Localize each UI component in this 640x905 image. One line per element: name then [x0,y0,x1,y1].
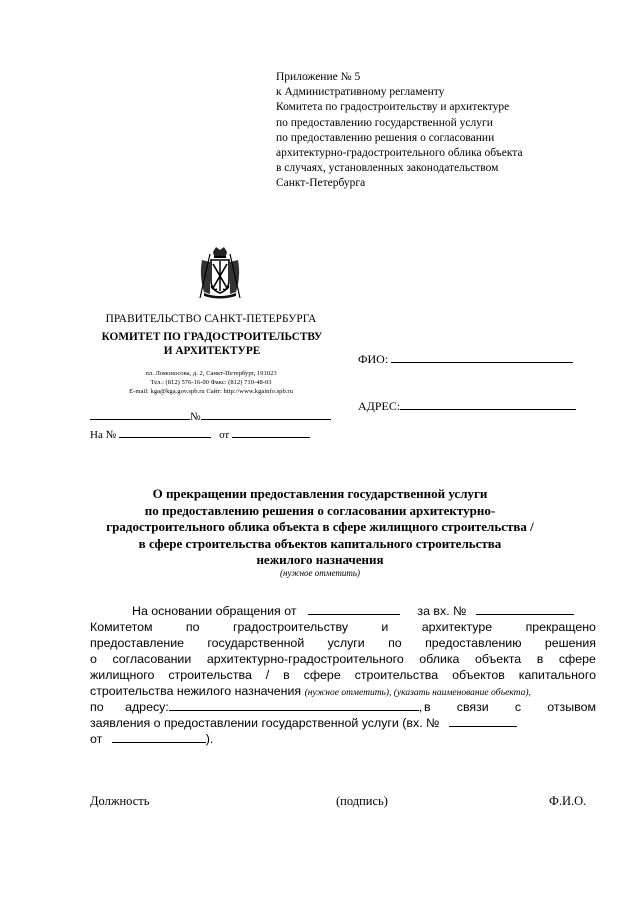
line-7-tail [424,699,596,715]
word: о [90,652,97,666]
title-line: нежилого назначения [256,552,384,567]
title-line: в сфере строительства объектов капитального строительства [138,535,502,551]
word: жилищного [90,668,155,682]
body-line-5 [90,667,596,683]
address-label: АДРЕС: [358,399,401,413]
word: прекращено [525,620,596,634]
number-sign: № [190,411,201,423]
word: строительства [168,668,252,682]
signature-position: Должность [90,794,150,808]
appendix-line: Комитета по градостроительству и архитектуре [276,101,510,114]
word: ). [205,732,214,746]
body-line-7 [90,699,596,715]
word: , [418,700,423,714]
committee-line: КОМИТЕТ ПО ГРАДОСТРОИТЕЛЬСТВУ [101,331,323,343]
word: решения [544,636,596,650]
address-blank[interactable] [400,399,576,410]
word: сфере [303,668,341,682]
word: и [381,620,389,634]
body-text-segment: На основании обращения от [132,604,297,618]
word: согласовании [112,652,192,666]
word: услуги [327,636,365,650]
government-name: ПРАВИТЕЛЬСТВО САНКТ-ПЕТЕРБУРГА [105,313,317,325]
committee-line: И АРХИТЕКТУРЕ [163,345,261,357]
word: по [388,636,402,650]
on-number-label: На № [90,429,117,441]
word: архитектуре [421,620,493,634]
word: / [265,668,270,682]
word: с [514,700,522,714]
word: предоставлению [425,636,522,650]
contact-address: пл. Ломоносова, д. 2, Санкт-Петербург, 191023 [145,370,277,377]
committee-contacts [96,369,326,396]
body-line-8 [90,715,596,731]
word: в [536,652,544,666]
word: облика [419,652,460,666]
word: в [283,668,290,682]
word: отзывом [547,700,596,714]
body-line-2 [90,619,596,635]
committee-name [92,330,332,358]
body-paragraph [90,603,596,773]
word: строительства [354,668,439,682]
word: градостроительству [232,620,349,634]
word: по [90,700,104,714]
body-line-3 [90,635,596,651]
outgoing-number-row [90,409,331,423]
incoming-date-blank[interactable] [232,427,310,438]
word: архитектурно-градостроительного [206,652,404,666]
title-line: по предоставлению решения о согласовании архитектурно- [144,502,496,518]
body-line-4 [90,651,596,667]
recipient-address-row [358,399,576,414]
word: по [185,620,200,634]
word: капитального [518,668,596,682]
fio-blank[interactable] [391,352,573,363]
word: сфере [558,652,596,666]
appendix-line: архитектурно-градостроительного облика объекта [276,147,523,160]
fio-label: ФИО: [358,352,389,366]
outgoing-date-blank[interactable] [90,409,190,420]
incoming-number-blank[interactable] [119,427,211,438]
word: объекта [474,652,522,666]
word: Комитетом [90,620,153,634]
appendix-line: по предоставлению решения о согласовании [276,131,495,144]
body-note-italic: (нужное отметить), (указать наименование объекта), [304,688,531,698]
object-address-blank[interactable] [169,700,419,711]
appendix-line: в случаях, установленных законодательством [276,162,499,175]
signature-sign: (подпись) [336,794,388,808]
body-text-segment: заявления о предоставлении государственной услуги (вх. № [90,716,440,730]
word: адресу: [125,700,169,714]
coat-of-arms-emblem [196,246,244,300]
body-text-segment: строительства нежилого назначения [90,684,302,698]
body-line-9 [90,731,596,747]
appeal-number-blank[interactable] [476,604,574,615]
word: в [424,700,431,714]
withdrawal-number-blank[interactable] [449,716,517,727]
body-line-6 [90,683,596,699]
appendix-header [276,70,616,192]
contact-phone: Тел.: (812) 576-16-00 Факс: (812) 710-48-03 [150,379,272,386]
outgoing-number-blank[interactable] [201,409,331,420]
word: предоставление [90,636,185,650]
title-line: градостроительного облика объекта в сфере жилищного строительства / [106,519,534,534]
appendix-line: к Административному регламенту [276,86,445,99]
body-text-segment: за вх. № [417,604,467,618]
word: государственной [207,636,305,650]
word: связи [456,700,489,714]
incoming-number-row [90,427,310,441]
word: от [90,732,103,746]
document-title [100,486,540,569]
contact-email: E-mail: kga@kga.gov.spb.ru Сайт: http://www.kgainfo.spb.ru [129,388,293,395]
body-line-1 [90,603,596,619]
appeal-date-blank[interactable] [308,604,400,615]
title-line: О прекращении предоставления государственной услуги [152,486,488,501]
appendix-line: по предоставлению государственной услуги [276,116,493,129]
recipient-fio-row [358,352,573,367]
appendix-line: Приложение № 5 [276,71,361,83]
from-label: от [219,429,230,441]
title-note: (нужное отметить) [279,568,361,578]
signature-name: Ф.И.О. [549,794,587,808]
withdrawal-date-blank[interactable] [112,732,206,743]
appendix-line: Санкт-Петербурга [276,177,366,190]
word: объектов [452,668,505,682]
